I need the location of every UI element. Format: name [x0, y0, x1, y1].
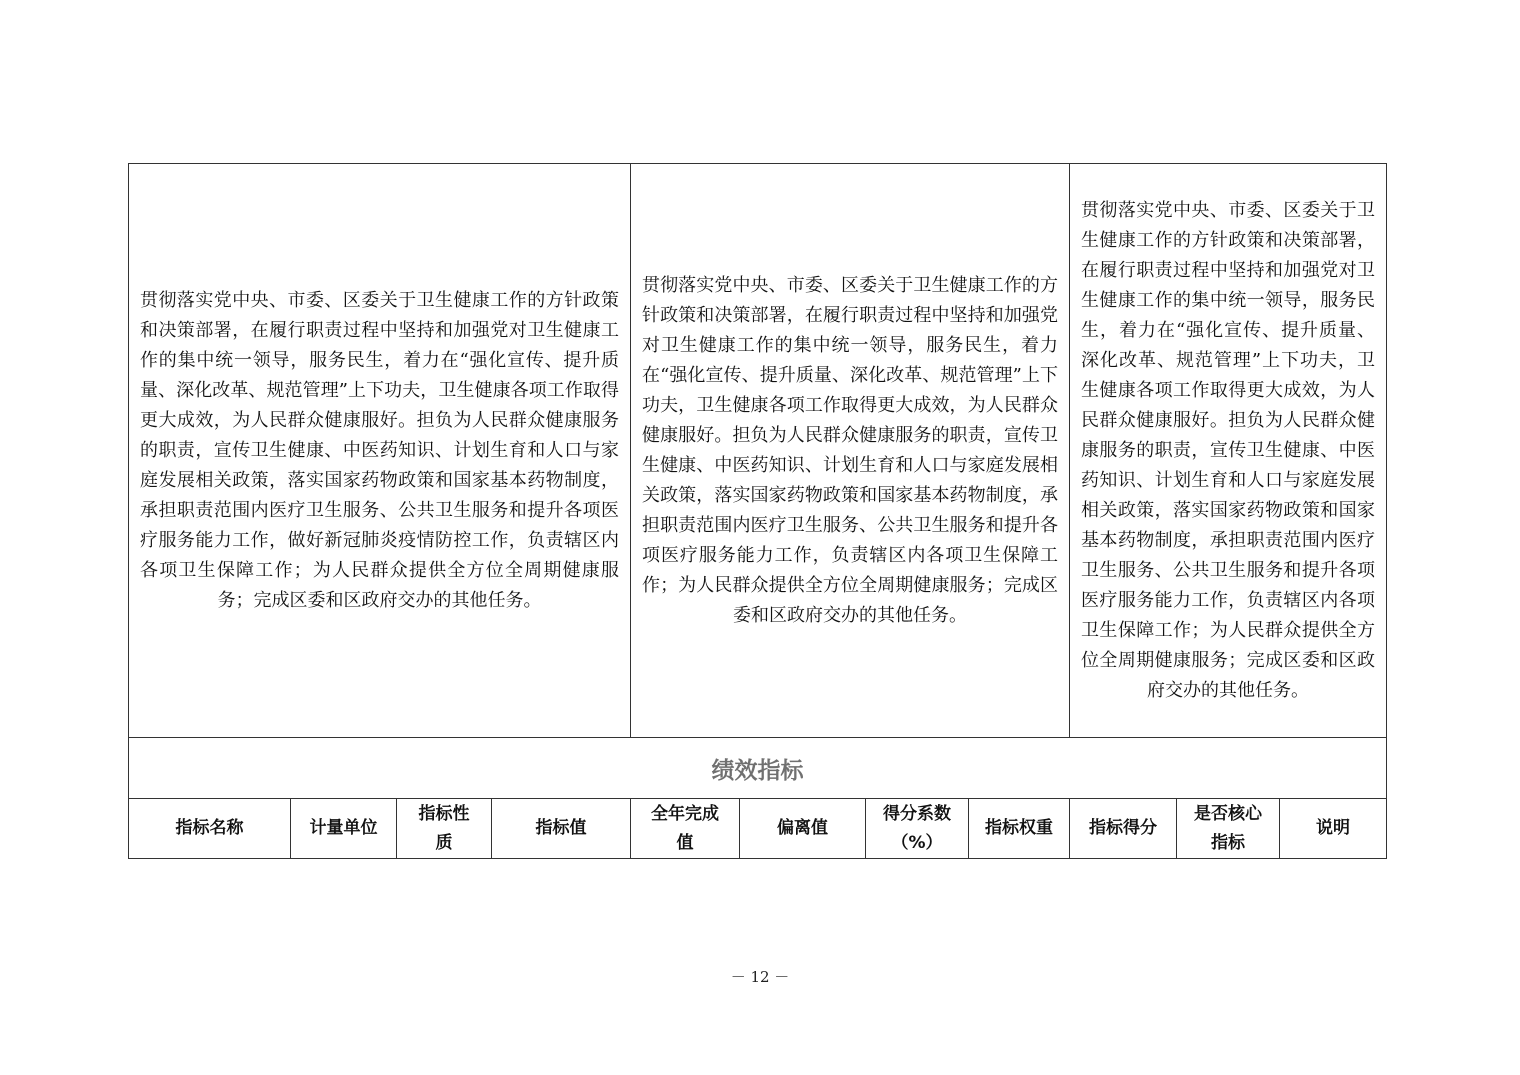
header-deviation: 偏离值 — [740, 799, 866, 859]
performance-table — [128, 163, 1387, 859]
header-nature-line-1: 指标性 — [418, 803, 470, 824]
header-value: 指标值 — [492, 799, 631, 859]
description-cell-1 — [129, 164, 631, 738]
header-coef-line-2: （%） — [891, 832, 943, 853]
description-text-2: 贯彻落实党中央、市委、区委关于卫生健康工作的方针政策和决策部署，在履行职责过程中坚持和加强党对卫生健康工作的集中统一领导，服务民生，着力在“强化宣传、提升质量、深化改革、规范管理”上下功夫，卫生健康各项工作取得更大成效，为人民群众健康服好。担负为人民群众健康服务的职责，宣传卫生健康、中医药知识、计划生育和人口与家庭发展相关政策，落实国家药物政策和国家基本药物制度，承担职责范围内医疗卫生服务、公共卫生服务和提升各项医疗服务能力工作，负责辖区内各项卫生保障工作；为人民群众提供全方位全周期健康服务；完成区委和区政府交办的其他任务。 — [642, 274, 1059, 626]
section-title: 绩效指标 — [129, 738, 1387, 799]
header-weight: 指标权重 — [969, 799, 1070, 859]
header-nature — [397, 799, 492, 859]
description-cell-2 — [631, 164, 1070, 738]
header-core-line-2: 指标 — [1211, 832, 1246, 853]
header-annual-line-1: 全年完成 — [651, 803, 719, 824]
header-annual-completion — [631, 799, 740, 859]
header-row — [129, 799, 1387, 859]
header-annual-line-2: 值 — [676, 832, 694, 853]
header-note: 说明 — [1280, 799, 1387, 859]
description-text-1: 贯彻落实党中央、市委、区委关于卫生健康工作的方针政策和决策部署，在履行职责过程中坚持和加强党对卫生健康工作的集中统一领导，服务民生，着力在“强化宣传、提升质量、深化改革、规范管理”上下功夫，卫生健康各项工作取得更大成效，为人民群众健康服好。担负为人民群众健康服务的职责，宣传卫生健康、中医药知识、计划生育和人口与家庭发展相关政策，落实国家药物政策和国家基本药物制度，承担职责范围内医疗卫生服务、公共卫生服务和提升各项医疗服务能力工作，做好新冠肺炎疫情防控工作，负责辖区内各项卫生保障工作；为人民群众提供全方位全周期健康服务；完成区委和区政府交办的其他任务。 — [140, 289, 619, 611]
section-title-row — [129, 738, 1387, 799]
description-text-3: 贯彻落实党中央、市委、区委关于卫生健康工作的方针政策和决策部署，在履行职责过程中坚持和加强党对卫生健康工作的集中统一领导，服务民生，着力在“强化宣传、提升质量、深化改革、规范管理”上下功夫，卫生健康各项工作取得更大成效，为人民群众健康服好。担负为人民群众健康服务的职责，宣传卫生健康、中医药知识、计划生育和人口与家庭发展相关政策，落实国家药物政策和国家基本药物制度，承担职责范围内医疗卫生服务、公共卫生服务和提升各项医疗服务能力工作，负责辖区内各项卫生保障工作；为人民群众提供全方位全周期健康服务；完成区委和区政府交办的其他任务。 — [1081, 199, 1376, 701]
page-number: － 12 － — [730, 968, 790, 986]
header-unit: 计量单位 — [291, 799, 397, 859]
header-score-coefficient — [866, 799, 969, 859]
header-core-indicator — [1177, 799, 1280, 859]
header-coef-line-1: 得分系数 — [883, 803, 951, 824]
header-indicator-name: 指标名称 — [129, 799, 291, 859]
description-row — [129, 164, 1387, 738]
description-cell-3 — [1070, 164, 1387, 738]
header-score: 指标得分 — [1070, 799, 1177, 859]
header-nature-line-2: 质 — [435, 832, 453, 853]
header-core-line-1: 是否核心 — [1194, 803, 1263, 824]
